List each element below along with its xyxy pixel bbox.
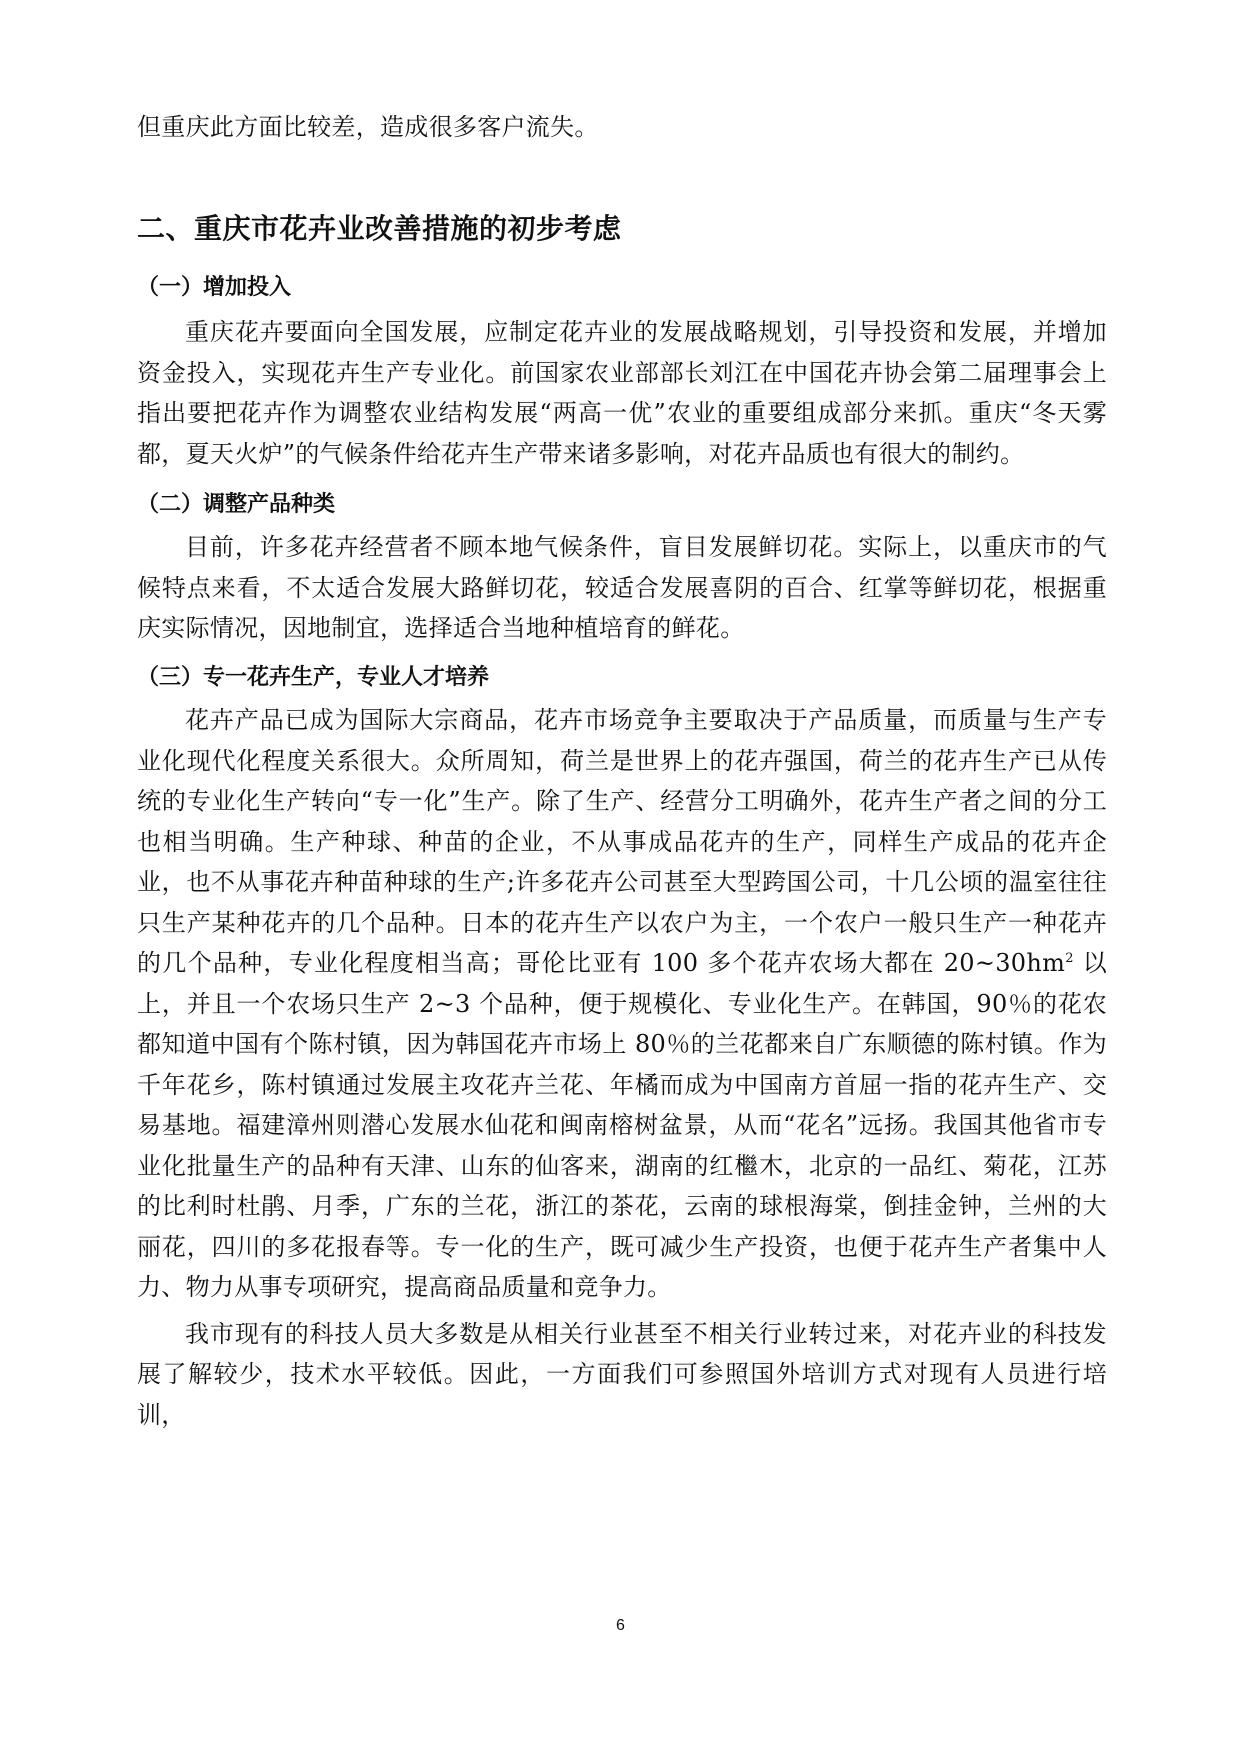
subsection-3 — [137, 658, 1107, 1435]
paragraph: 重庆花卉要面向全国发展，应制定花卉业的发展战略规划，引导投资和发展，并增加资金投入，实现花卉生产专业化。前国家农业部部长刘江在中国花卉协会第二届理事会上指出要把花卉作为调整农业结构发展“两高一优”农业的重要组成部分来抓。重庆“冬天雾都，夏天火炉”的气候条件给花卉生产带来诸多影响，对花卉品质也有很大的制约。 — [137, 318, 1107, 468]
subsection-heading: （三）专一花卉生产，专业人才培养 — [137, 665, 490, 690]
intro-line: 但重庆此方面比较差，造成很多客户流失。 — [137, 113, 599, 141]
section-title: 二、重庆市花卉业改善措施的初步考虑 — [137, 212, 622, 245]
superscript: 2 — [1065, 951, 1074, 966]
subsection-heading: （一）增加投入 — [137, 275, 292, 300]
subsection-2 — [137, 485, 1107, 649]
paragraph: 目前，许多花卉经营者不顾本地气候条件，盲目发展鲜切花。实际上，以重庆市的气候特点来看，不太适合发展大路鲜切花，较适合发展喜阴的百合、红掌等鲜切花，根据重庆实际情况，因地制宜，选择适合当地种植培育的鲜花。 — [137, 533, 1107, 642]
paragraph-text: 以上，并且一个农场只生产 2~3 个品种，便于规模化、专业化生产。在韩国，90％的花农都知道中国有个陈村镇，因为韩国花卉市场上 80％的兰花都来自广东顺德的陈村镇。作为千年花乡，陈村镇通过发展主攻花卉兰花、年橘而成为中国南方首屈一指的花卉生产、交易基地。福建漳州则潜心发展水仙花和闽南榕树盆景，从而“花名”远扬。我国其他省市专业化批量生产的品种有天津、山东的仙客来，湖南的红檵木，北京的一品红、菊花，江苏的比利时杜鹃、月季，广东的兰花，浙江的茶花，云南的球根海棠，倒挂金钟，兰州的大丽花，四川的多花报春等。专一化的生产，既可减少生产投资，也便于花卉生产者集中人力、物力从事专项研究，提高商品质量和竞争力。 — [137, 949, 1107, 1301]
subsection-heading: （二）调整产品种类 — [137, 492, 336, 517]
paragraph — [137, 700, 1107, 1308]
subsection-1 — [137, 268, 1107, 474]
paragraph-text: 花卉产品已成为国际大宗商品，花卉市场竞争主要取决于产品质量，而质量与生产专业化现代化程度关系很大。众所周知，荷兰是世界上的花卉强国，荷兰的花卉生产已从传统的专业化生产转向“专一化”生产。除了生产、经营分工明确外，花卉生产者之间的分工也相当明确。生产种球、种苗的企业，不从事成品花卉的生产，同样生产成品的花卉企业，也不从事花卉种苗种球的生产;许多花卉公司甚至大型跨国公司，十几公顷的温室往往只生产某种花卉的几个品种。日本的花卉生产以农户为主，一个农户一般只生产一种花卉的几个品种，专业化程度相当高；哥伦比亚有 100 多个花卉农场大都在 20~30hm — [137, 706, 1107, 977]
page-number: 6 — [616, 1617, 625, 1634]
paragraph: 我市现有的科技人员大多数是从相关行业甚至不相关行业转过来，对花卉业的科技发展了解较少，技术水平较低。因此，一方面我们可参照国外培训方式对现有人员进行培训， — [137, 1319, 1107, 1429]
